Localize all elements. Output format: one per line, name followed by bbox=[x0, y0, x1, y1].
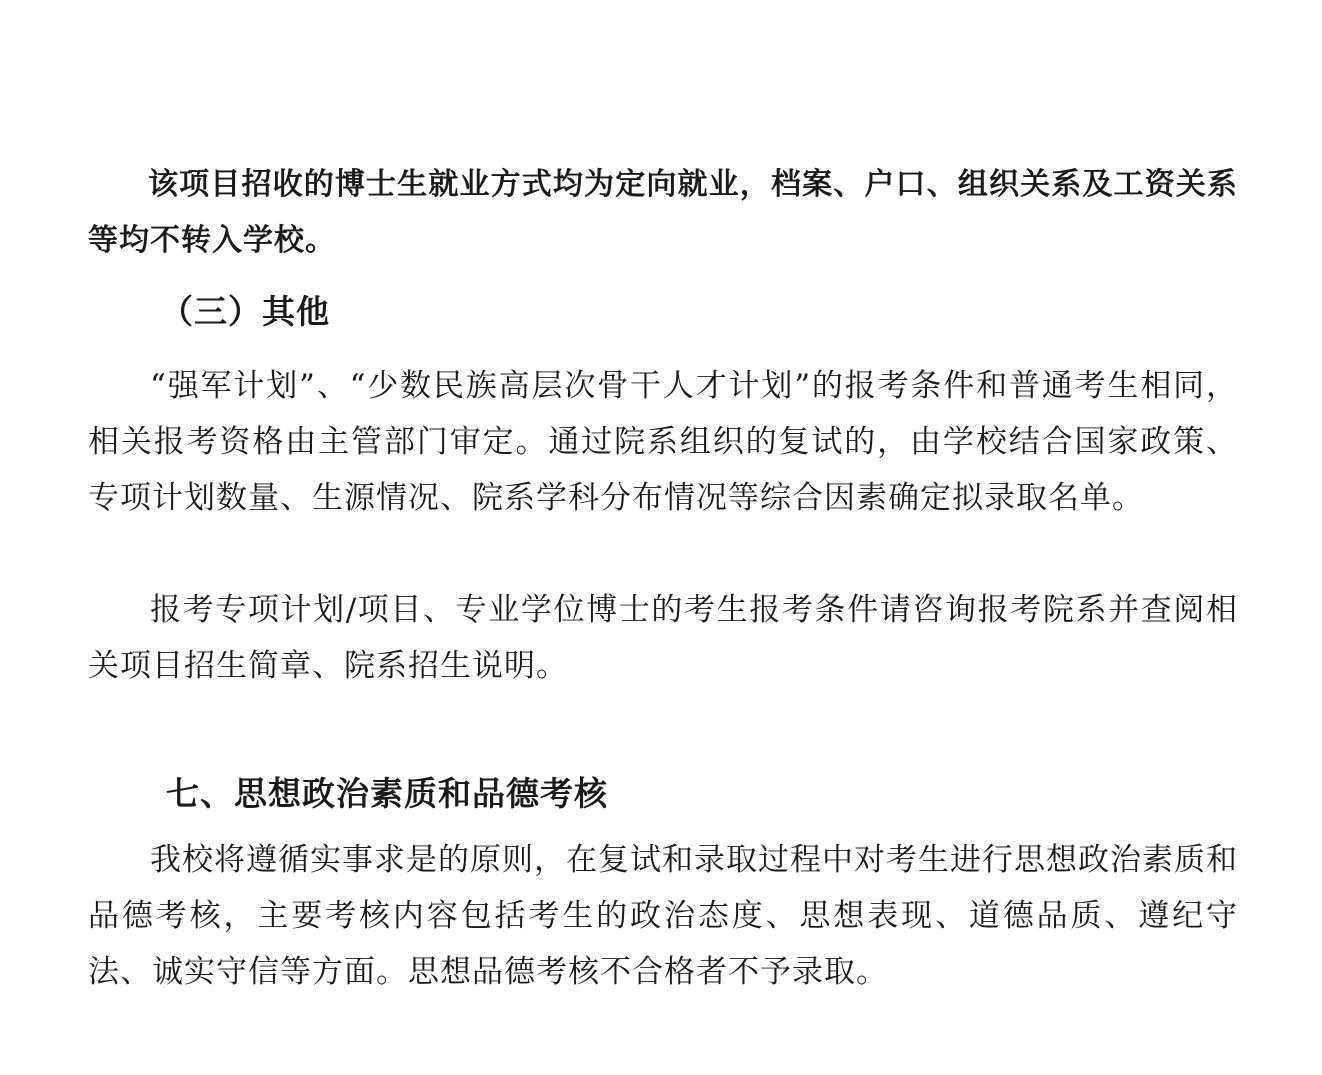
subsection-heading-other: （三）其他 bbox=[160, 292, 330, 331]
special-projects-paragraph: 报考专项计划/项目、专业学位博士的考生报考条件请咨询报考院系并查阅相关项目招生简章、院系招生说明。 bbox=[88, 592, 1238, 684]
employment-paragraph: 该项目招收的博士生就业方式均为定向就业，档案、户口、组织关系及工资关系等均不转入学校。 bbox=[88, 167, 1238, 258]
special-plans-paragraph: “强军计划”、“少数民族高层次骨干人才计划”的报考条件和普通考生相同，相关报考资格由主管部门审定。通过院系组织的复试的，由学校结合国家政策、专项计划数量、生源情况、院系学科分布情况等综合因素确定拟录取名单。 bbox=[88, 368, 1238, 516]
ideology-assessment-paragraph: 我校将遵循实事求是的原则，在复试和录取过程中对考生进行思想政治素质和品德考核，主要考核内容包括考生的政治态度、思想表现、道德品质、遵纪守法、诚实守信等方面。思想品德考核不合格者不予录取。 bbox=[88, 842, 1238, 990]
section-heading-ideology-assessment: 七、思想政治素质和品德考核 bbox=[166, 774, 608, 813]
